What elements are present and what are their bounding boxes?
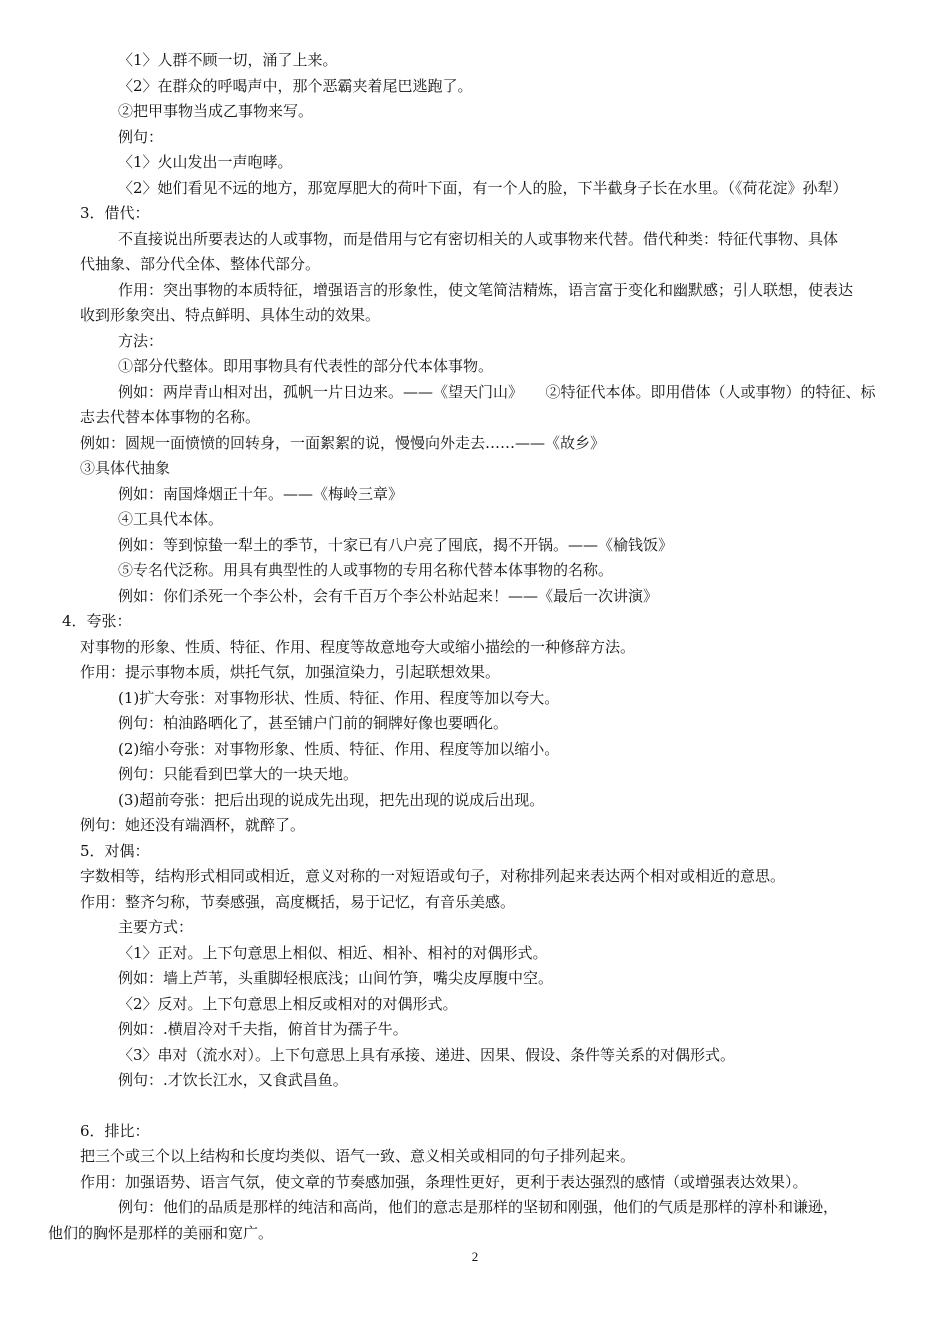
text-line: 收到形象突出、特点鲜明、具体生动的效果。 (80, 306, 381, 324)
text-line: ④工具代本体。 (118, 510, 224, 528)
text-line: 例句：柏油路晒化了，甚至铺户门前的铜牌好像也要晒化。 (118, 714, 509, 732)
text-line: 例如：两岸青山相对出，孤帆一片日边来。——《望天门山》 ②特征代本体。即用借体（人或事物）的特征、标 (118, 383, 876, 401)
text-line: 例句： (118, 128, 164, 146)
text-line: 作用：整齐匀称，节奏感强，高度概括，易于记忆，有音乐美感。 (80, 893, 516, 911)
text-line: 代抽象、部分代全体、整体代部分。 (80, 255, 321, 273)
text-line: 例如：墙上芦苇，头重脚轻根底浅；山间竹笋，嘴尖皮厚腹中空。 (118, 969, 554, 987)
text-line: 例句：只能看到巴掌大的一块天地。 (118, 765, 359, 783)
text-line: 〈3〉串对（流水对）。上下句意思上具有承接、递进、因果、假设、条件等关系的对偶形式。 (118, 1046, 736, 1064)
section-heading: 3．借代： (80, 204, 150, 222)
text-line: 例如：圆规一面愤愤的回转身，一面絮絮的说，慢慢向外走去……——《故乡》 (80, 434, 606, 452)
text-line: 作用：提示事物本质，烘托气氛，加强渲染力，引起联想效果。 (80, 663, 501, 681)
section-heading: 5．对偶： (80, 842, 150, 860)
text-line: ⑤专名代泛称。用具有典型性的人或事物的专用名称代替本体事物的名称。 (118, 561, 614, 579)
text-line: 〈1〉正对。上下句意思上相似、相近、相补、相衬的对偶形式。 (118, 944, 548, 962)
section-heading: 6．排比： (80, 1122, 150, 1140)
text-line: ①部分代整体。即用事物具有代表性的部分代本体事物。 (118, 357, 494, 375)
text-line: 〈2〉在群众的呼喝声中，那个恶霸夹着尾巴逃跑了。 (118, 77, 473, 95)
text-line: 〈2〉她们看见不远的地方，那宽厚肥大的荷叶下面，有一个人的脸，下半截身子长在水里。（《荷花淀》孙犁） (118, 179, 848, 197)
text-line: (1)扩大夸张：对事物形状、性质、特征、作用、程度等加以夸大。 (118, 689, 560, 707)
text-line: 他们的胸怀是那样的美丽和宽广。 (48, 1224, 274, 1242)
page-number: 2 (471, 1249, 479, 1264)
text-line: 主要方式： (118, 918, 194, 936)
text-line: 对事物的形象、性质、特征、作用、程度等故意地夸大或缩小描绘的一种修辞方法。 (80, 638, 636, 656)
text-line: 字数相等，结构形式相同或相近，意义对称的一对短语或句子，对称排列起来表达两个相对或相近的意思。 (80, 867, 786, 885)
text-line: (3)超前夸张：把后出现的说成先出现，把先出现的说成后出现。 (118, 791, 545, 809)
text-line: 方法： (118, 332, 164, 350)
text-line: 作用：加强语势、语言气氛，使文章的节奏感加强，条理性更好，更利于表达强烈的感情（或增强表达效果）。 (80, 1173, 808, 1191)
text-line: 例如：等到惊蛰一犁土的季节，十家已有八户亮了囤底，揭不开锅。——《榆钱饭》 (118, 536, 674, 554)
text-line: (2)缩小夸张：对事物形象、性质、特征、作用、程度等加以缩小。 (118, 740, 560, 758)
text-line: ③具体代抽象 (80, 459, 171, 477)
text-line: ②把甲事物当成乙事物来写。 (118, 102, 314, 120)
text-line: 例如：.横眉冷对千夫指，俯首甘为孺子牛。 (118, 1020, 408, 1038)
section-heading: 4．夸张： (62, 612, 132, 630)
text-line: 把三个或三个以上结构和长度均类似、语气一致、意义相关或相同的句子排列起来。 (80, 1147, 636, 1165)
text-line: 例句：她还没有端酒杯，就醉了。 (80, 816, 306, 834)
text-line: 〈1〉火山发出一声咆哮。 (118, 153, 293, 171)
text-line: 志去代替本体事物的名称。 (80, 408, 261, 426)
text-line: 不直接说出所要表达的人或事物，而是借用与它有密切相关的人或事物来代替。借代种类：特征代事物、具体 (118, 230, 839, 248)
text-line: 例如：南国烽烟正十年。——《梅岭三章》 (118, 485, 404, 503)
text-line: 例句：他们的品质是那样的纯洁和高尚，他们的意志是那样的坚韧和刚强，他们的气质是那样的淳朴和谦逊， (118, 1198, 839, 1216)
text-line: 作用：突出事物的本质特征，增强语言的形象性，使文笔简洁精炼，语言富于变化和幽默感；引人联想，使表达 (118, 281, 854, 299)
text-line: 〈2〉反对。上下句意思上相反或相对的对偶形式。 (118, 995, 458, 1013)
text-line: 例句：.才饮长江水，又食武昌鱼。 (118, 1071, 348, 1089)
text-line: 例如：你们杀死一个李公朴，会有千百万个李公朴站起来！——《最后一次讲演》 (118, 587, 659, 605)
text-line: 〈1〉人群不顾一切，涌了上来。 (118, 51, 338, 69)
